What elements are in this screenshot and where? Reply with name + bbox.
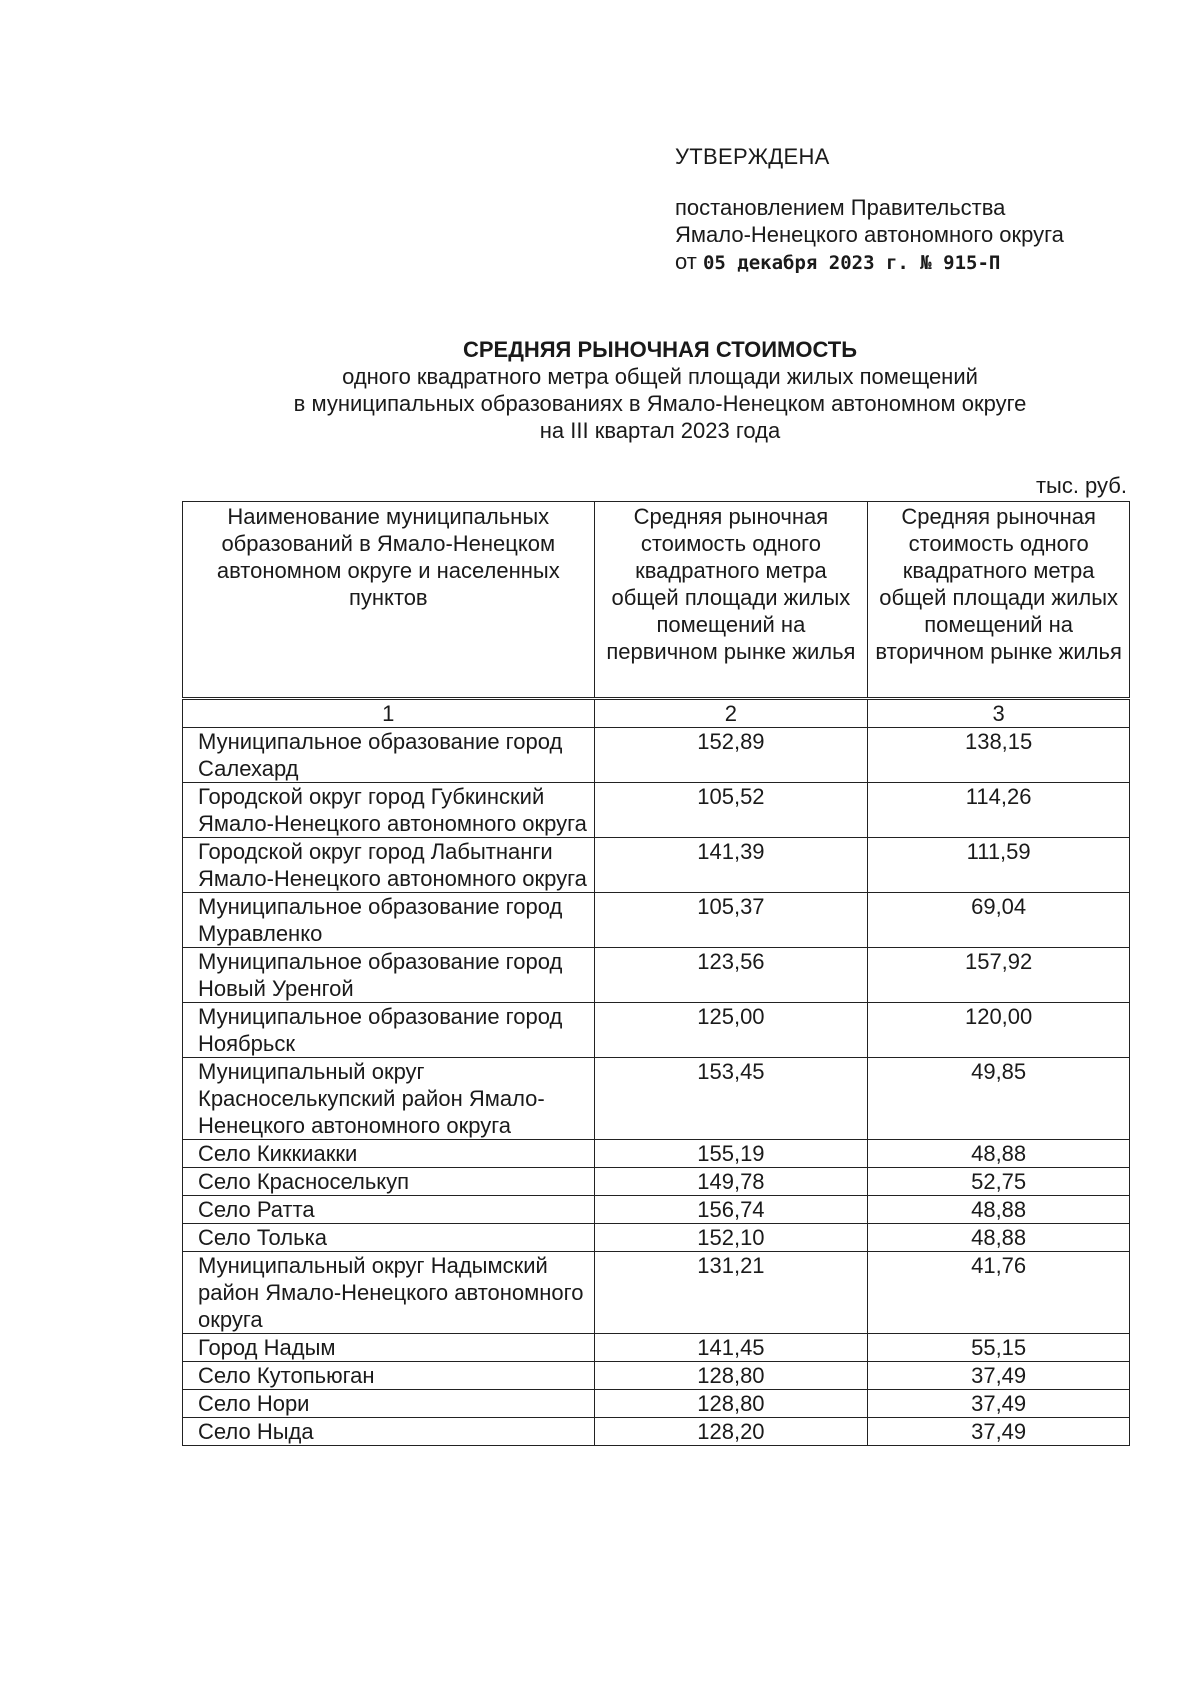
primary-price: 141,39 bbox=[594, 838, 868, 893]
primary-price: 141,45 bbox=[594, 1334, 868, 1362]
municipality-name: Муниципальное образование город Новый Уренгой bbox=[183, 948, 595, 1003]
table-row bbox=[183, 893, 1130, 948]
column-number: 3 bbox=[868, 699, 1130, 728]
title-line-1: одного квадратного метра общей площади жилых помещений bbox=[342, 364, 978, 389]
secondary-price: 52,75 bbox=[868, 1168, 1130, 1196]
municipality-name: Городской округ город Губкинский Ямало-Ненецкого автономного округа bbox=[183, 783, 595, 838]
table-row bbox=[183, 1224, 1130, 1252]
secondary-price: 41,76 bbox=[868, 1252, 1130, 1334]
approval-line-1: постановлением Правительства bbox=[675, 195, 1006, 220]
municipality-name: Муниципальное образование город Салехард bbox=[183, 728, 595, 783]
approval-block bbox=[675, 143, 1064, 277]
units-label: тыс. руб. bbox=[1035, 473, 1127, 498]
secondary-price: 49,85 bbox=[868, 1058, 1130, 1140]
table-body bbox=[183, 728, 1130, 1446]
primary-price: 155,19 bbox=[594, 1140, 868, 1168]
table-row bbox=[183, 1196, 1130, 1224]
approval-line-2: Ямало-Ненецкого автономного округа bbox=[675, 222, 1064, 247]
header-primary-column: Средняя рыночная стоимость одного квадратного метра общей площади жилых помещений на первичном рынке жилья bbox=[594, 502, 868, 699]
municipality-name: Город Надым bbox=[183, 1334, 595, 1362]
title-line-3: на III квартал 2023 года bbox=[539, 418, 781, 443]
table-row bbox=[183, 1252, 1130, 1334]
header-name-column: Наименование муниципальных образований в Ямало-Ненецком автономном округе и населенных пунктов bbox=[183, 502, 595, 699]
municipality-name: Муниципальный округ Надымский район Ямало-Ненецкого автономного округа bbox=[183, 1252, 595, 1334]
document-title bbox=[160, 336, 1160, 444]
secondary-price: 114,26 bbox=[868, 783, 1130, 838]
municipality-name: Село Ратта bbox=[183, 1196, 595, 1224]
table-row bbox=[183, 1362, 1130, 1390]
municipality-name: Муниципальный округ Красноселькупский район Ямало-Ненецкого автономного округа bbox=[183, 1058, 595, 1140]
municipality-name: Село Ныда bbox=[183, 1418, 595, 1446]
municipality-name: Село Толька bbox=[183, 1224, 595, 1252]
column-number-row bbox=[183, 699, 1130, 728]
secondary-price: 157,92 bbox=[868, 948, 1130, 1003]
approval-stamp: УТВЕРЖДЕНА bbox=[675, 144, 830, 169]
title-line-2: в муниципальных образованиях в Ямало-Ненецком автономном округе bbox=[293, 391, 1027, 416]
secondary-price: 55,15 bbox=[868, 1334, 1130, 1362]
municipality-name: Село Нори bbox=[183, 1390, 595, 1418]
primary-price: 152,89 bbox=[594, 728, 868, 783]
secondary-price: 120,00 bbox=[868, 1003, 1130, 1058]
column-number: 2 bbox=[594, 699, 868, 728]
table-header-row bbox=[183, 502, 1130, 699]
secondary-price: 138,15 bbox=[868, 728, 1130, 783]
table-row bbox=[183, 1390, 1130, 1418]
table-row bbox=[183, 783, 1130, 838]
table-row bbox=[183, 1003, 1130, 1058]
table-row bbox=[183, 1418, 1130, 1446]
primary-price: 152,10 bbox=[594, 1224, 868, 1252]
column-number: 1 bbox=[183, 699, 595, 728]
title-main: СРЕДНЯЯ РЫНОЧНАЯ СТОИМОСТЬ bbox=[462, 337, 858, 362]
primary-price: 125,00 bbox=[594, 1003, 868, 1058]
secondary-price: 48,88 bbox=[868, 1140, 1130, 1168]
primary-price: 105,52 bbox=[594, 783, 868, 838]
table-row bbox=[183, 728, 1130, 783]
secondary-price: 37,49 bbox=[868, 1418, 1130, 1446]
secondary-price: 37,49 bbox=[868, 1362, 1130, 1390]
primary-price: 153,45 bbox=[594, 1058, 868, 1140]
table-row bbox=[183, 1140, 1130, 1168]
primary-price: 128,80 bbox=[594, 1362, 868, 1390]
table-row bbox=[183, 948, 1130, 1003]
municipality-name: Село Красноселькуп bbox=[183, 1168, 595, 1196]
primary-price: 131,21 bbox=[594, 1252, 868, 1334]
municipality-name: Муниципальное образование город Муравленко bbox=[183, 893, 595, 948]
municipality-name: Село Киккиакки bbox=[183, 1140, 595, 1168]
primary-price: 105,37 bbox=[594, 893, 868, 948]
secondary-price: 111,59 bbox=[868, 838, 1130, 893]
approval-date: 05 декабря 2023 г. № 915-П bbox=[702, 252, 1001, 274]
primary-price: 128,80 bbox=[594, 1390, 868, 1418]
header-secondary-column: Средняя рыночная стоимость одного квадратного метра общей площади жилых помещений на вторичном рынке жилья bbox=[868, 502, 1130, 699]
primary-price: 156,74 bbox=[594, 1196, 868, 1224]
secondary-price: 48,88 bbox=[868, 1224, 1130, 1252]
secondary-price: 69,04 bbox=[868, 893, 1130, 948]
price-table bbox=[182, 501, 1130, 1446]
primary-price: 123,56 bbox=[594, 948, 868, 1003]
municipality-name: Городской округ город Лабытнанги Ямало-Ненецкого автономного округа bbox=[183, 838, 595, 893]
secondary-price: 37,49 bbox=[868, 1390, 1130, 1418]
primary-price: 128,20 bbox=[594, 1418, 868, 1446]
table-row bbox=[183, 1168, 1130, 1196]
approval-date-prefix: от bbox=[675, 249, 703, 274]
approval-date-line bbox=[675, 248, 1064, 277]
primary-price: 149,78 bbox=[594, 1168, 868, 1196]
table-row bbox=[183, 838, 1130, 893]
table-row bbox=[183, 1334, 1130, 1362]
table-row bbox=[183, 1058, 1130, 1140]
municipality-name: Муниципальное образование город Ноябрьск bbox=[183, 1003, 595, 1058]
municipality-name: Село Кутопьюган bbox=[183, 1362, 595, 1390]
secondary-price: 48,88 bbox=[868, 1196, 1130, 1224]
